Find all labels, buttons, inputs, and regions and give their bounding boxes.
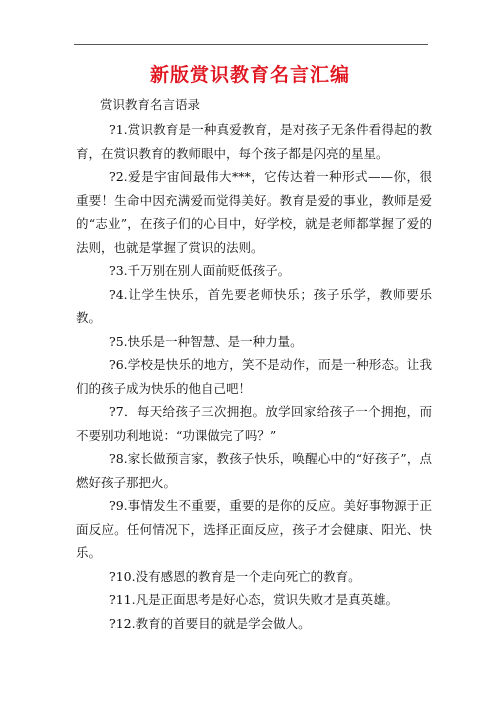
header-rule (74, 44, 428, 45)
document-subtitle: 赏识教育名言语录 (100, 97, 201, 112)
quote-paragraph: ?3.千万别在别人面前贬低孩子。 (109, 263, 291, 278)
quote-paragraph: ?4.让学生快乐，首先要老师快乐；孩子乐学，教师要乐教。 (76, 286, 432, 325)
quote-paragraph: ?11.凡是正面思考是好心态，赏识失败才是真英雄。 (109, 592, 399, 607)
document-body (76, 118, 432, 635)
quote-paragraph: ?6.学校是快乐的地方，笑不是动作，而是一种形态。让我们的孩子成为快乐的他自己吧！ (76, 357, 432, 396)
quote-paragraph: ?12.教育的首要目的就是学会做人。 (109, 615, 311, 631)
quote-paragraph: ?9.事情发生不重要，重要的是你的反应。美好事物源于正面反应。任何情况下，选择正面反应，孩子才会健康、阳光、快乐。 (76, 498, 432, 560)
quote-paragraph: ?2.爱是宇宙间最伟大***，它传达着一种形式——你，很重要！生命中因充满爱而觉得美好。教育是爱的事业，教师是爱的“志业”，在孩子们的心目中，好学校，就是老师都掌握了爱的法则，也就是掌握了赏识的法则。 (76, 169, 432, 255)
quote-paragraph: ?7．每天给孩子三次拥抱。放学回家给孩子一个拥抱，而不要别功利地说：“功课做完了吗？” (76, 404, 432, 443)
quote-paragraph: ?8.家长做预言家，教孩子快乐，唤醒心中的“好孩子”，点燃好孩子那把火。 (76, 451, 432, 490)
quote-paragraph: ?10.没有感恩的教育是一个走向死亡的教育。 (109, 568, 361, 584)
quote-paragraph: ?1.赏识教育是一种真爱教育，是对孩子无条件看得起的教育，在赏识教育的教师眼中，每个孩子都是闪亮的星星。 (76, 122, 432, 161)
document-title: 新版赏识教育名言汇编 (149, 64, 350, 86)
quote-paragraph: ?5.快乐是一种智慧、是一种力量。 (109, 333, 303, 349)
